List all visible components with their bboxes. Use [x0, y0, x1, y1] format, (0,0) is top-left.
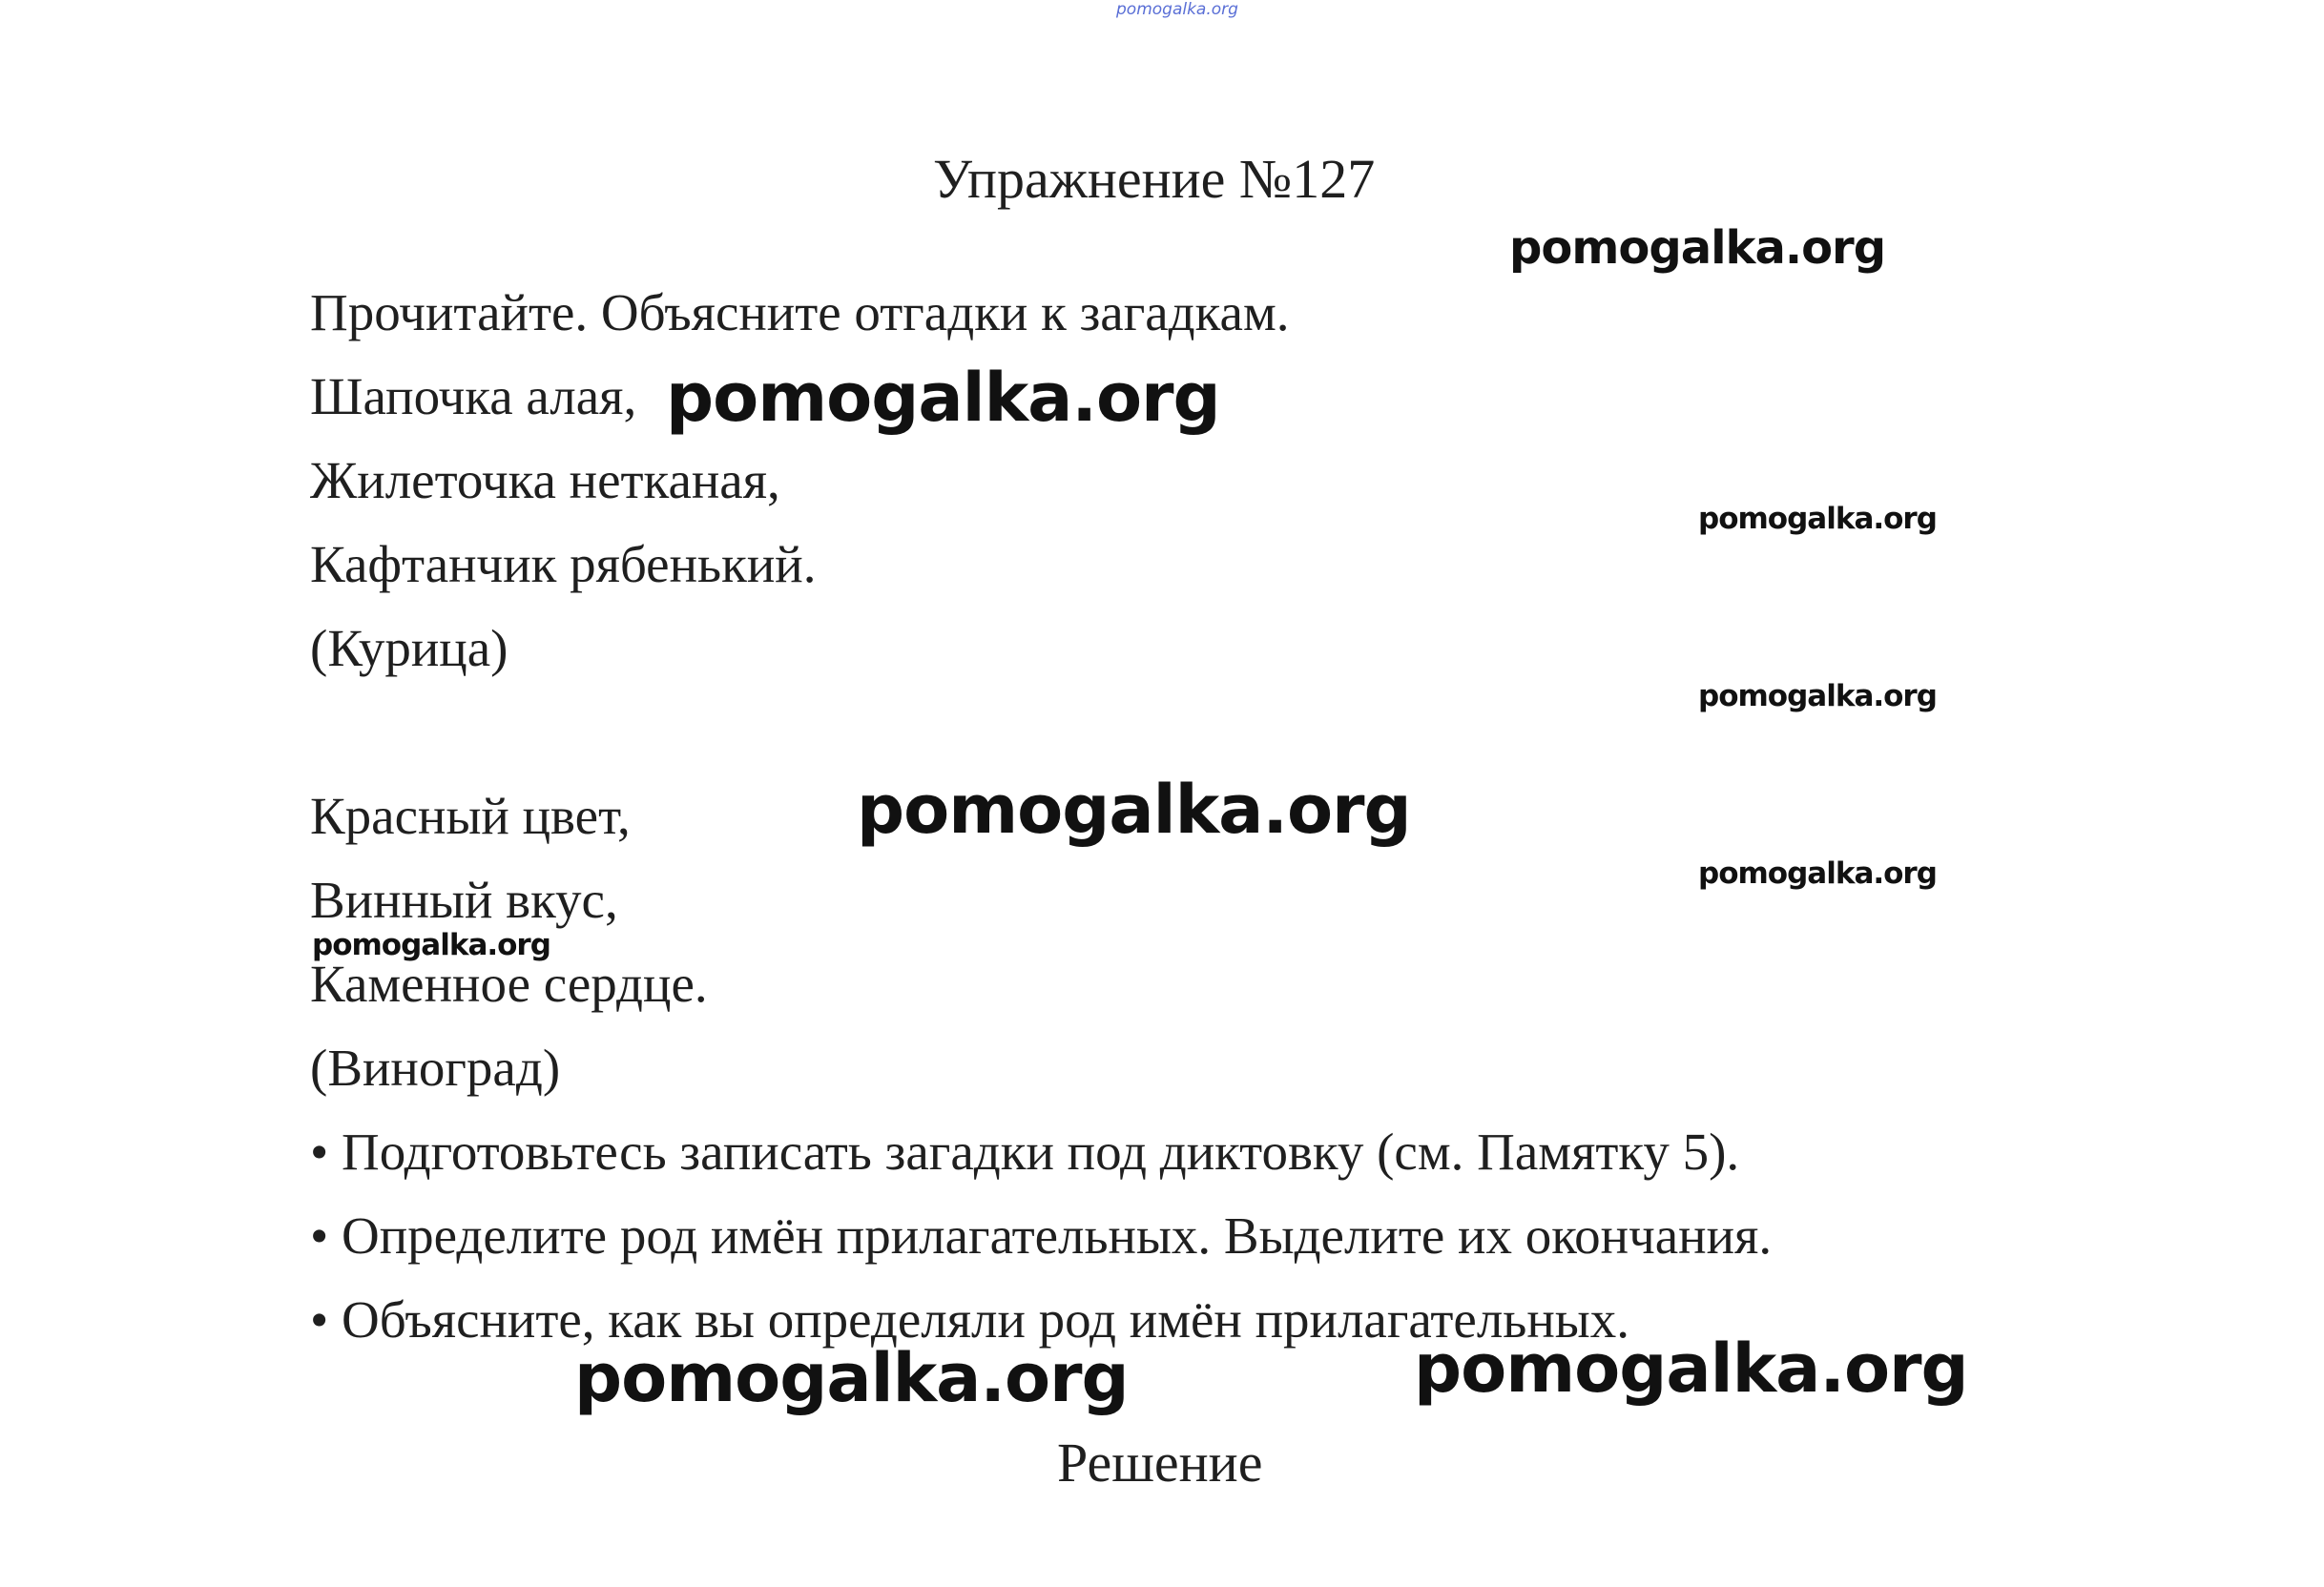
- bullet-item: • Объясните, как вы определяли род имён прилагательных.: [310, 1290, 1630, 1349]
- watermark: pomogalka.org: [574, 1339, 1129, 1417]
- watermark: pomogalka.org: [666, 359, 1220, 437]
- watermark: pomogalka.org: [1698, 856, 1937, 891]
- watermark: pomogalka.org: [312, 928, 550, 962]
- watermark: pomogalka.org: [1698, 679, 1937, 713]
- riddle1-answer: (Курица): [310, 619, 508, 677]
- solution-heading: Решение: [1057, 1432, 1263, 1494]
- bullet-item: • Определите род имён прилагательных. Выделите их окончания.: [310, 1206, 1773, 1265]
- riddle2-answer: (Виноград): [310, 1039, 561, 1097]
- top-watermark: pomogalka.org: [1116, 0, 1238, 19]
- bullet-item: • Подготовьтесь записать загадки под диктовку (см. Памятку 5).: [310, 1123, 1740, 1181]
- riddle1-line3: Кафтанчик рябенький.: [310, 535, 817, 593]
- riddle1-line1: Шапочка алая,: [310, 367, 637, 425]
- watermark: pomogalka.org: [1509, 221, 1886, 275]
- watermark: pomogalka.org: [1698, 502, 1937, 536]
- riddle1-line2: Жилеточка нетканая,: [310, 451, 780, 509]
- instruction-text: Прочитайте. Объясните отгадки к загадкам.: [310, 283, 1290, 341]
- watermark: pomogalka.org: [857, 771, 1411, 849]
- riddle2-line3: Каменное сердце.: [310, 955, 708, 1013]
- riddle2-line2: Винный вкус,: [310, 871, 618, 929]
- watermark: pomogalka.org: [1414, 1329, 1968, 1408]
- page-title: Упражнение №127: [933, 148, 1376, 210]
- riddle2-line1: Красный цвет,: [310, 787, 631, 845]
